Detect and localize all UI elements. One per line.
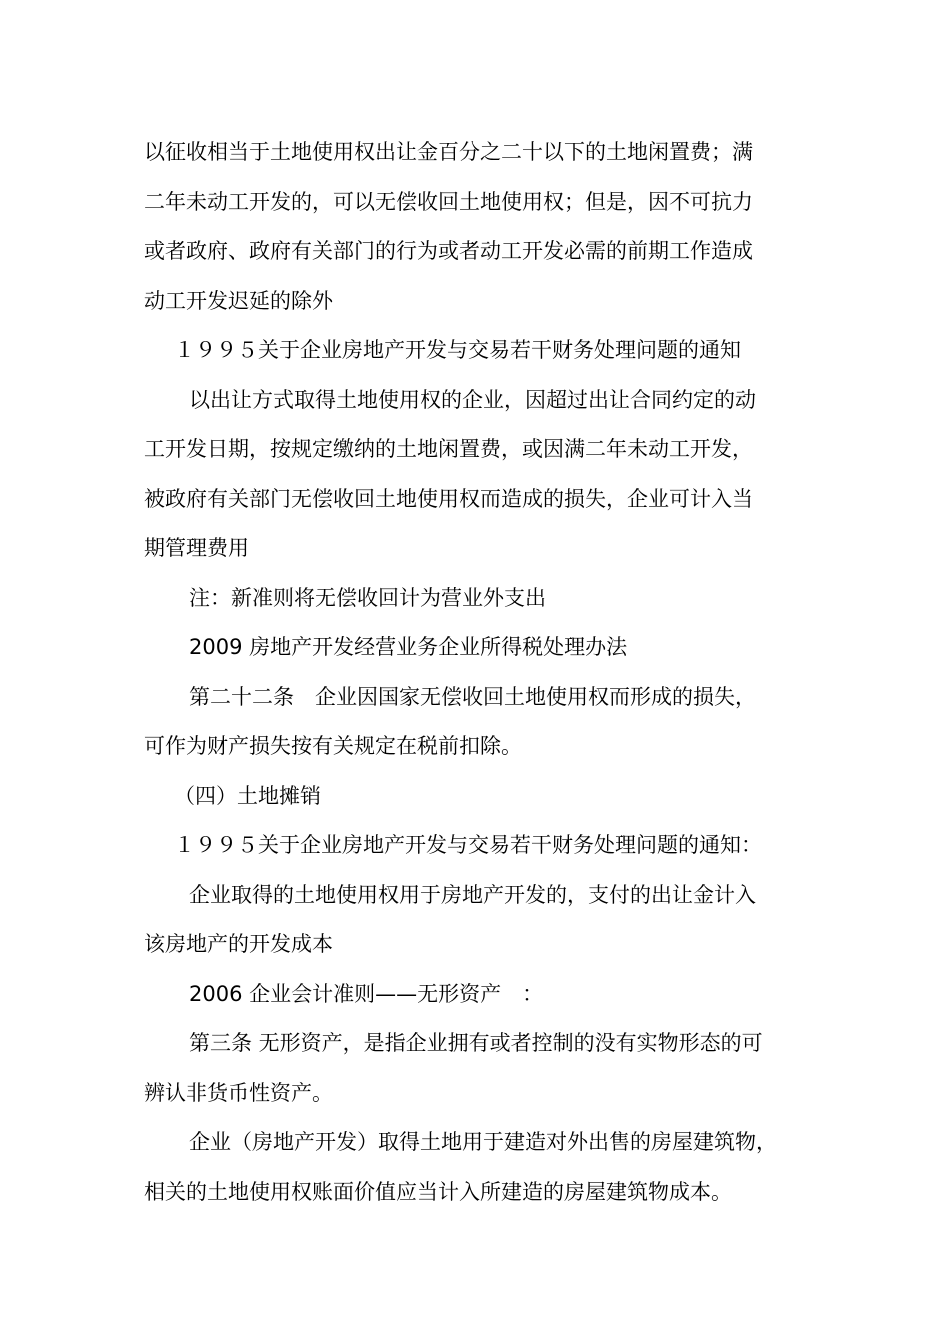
text-line: 期管理费用 [144, 536, 249, 560]
section-heading: 2009 房地产开发经营业务企业所得税处理办法 [189, 635, 628, 659]
text-line: 相关的土地使用权账面价值应当计入所建造的房屋建筑物成本。 [144, 1179, 732, 1204]
text-line: 第三条 无形资产，是指企业拥有或者控制的没有实物形态的可 [189, 1031, 763, 1055]
section-heading: 2006 企业会计准则——无形资产 ： [189, 981, 544, 1006]
text-line: 企业取得的土地使用权用于房地产开发的，支付的出让金计入 [189, 882, 756, 907]
document-body [144, 128, 814, 1217]
section-heading: １９９５关于企业房地产开发与交易若干财务处理问题的通知 [174, 338, 741, 362]
text-line: 以征收相当于土地使用权出让金百分之二十以下的土地闲置费；满 [144, 140, 753, 164]
text-line: 动工开发迟延的除外 [144, 288, 333, 313]
text-line: 该房地产的开发成本 [144, 932, 333, 956]
text-line: 企业（房地产开发）取得土地用于建造对外出售的房屋建筑物， [189, 1130, 777, 1154]
text-line: 工开发日期，按规定缴纳的土地闲置费，或因满二年未动工开发， [144, 437, 753, 461]
text-line: 二年未动工开发的，可以无偿收回土地使用权；但是，因不可抗力 [144, 189, 753, 214]
section-heading: １９９５关于企业房地产开发与交易若干财务处理问题的通知： [174, 833, 762, 857]
text-line: 辨认非货币性资产。 [144, 1080, 333, 1105]
text-line: 第二十二条 企业因国家无偿收回土地使用权而形成的损失， [189, 684, 756, 709]
text-line: 或者政府、政府有关部门的行为或者动工开发必需的前期工作造成 [144, 239, 753, 263]
text-line: 可作为财产损失按有关规定在税前扣除。 [144, 734, 522, 758]
text-line: 被政府有关部门无偿收回土地使用权而造成的损失，企业可计入当 [144, 486, 753, 511]
text-line: 以出让方式取得土地使用权的企业，因超过出让合同约定的动 [189, 387, 756, 412]
section-heading: （四）土地摊销 [174, 783, 321, 808]
note-line: 注：新准则将无偿收回计为营业外支出 [189, 585, 546, 610]
